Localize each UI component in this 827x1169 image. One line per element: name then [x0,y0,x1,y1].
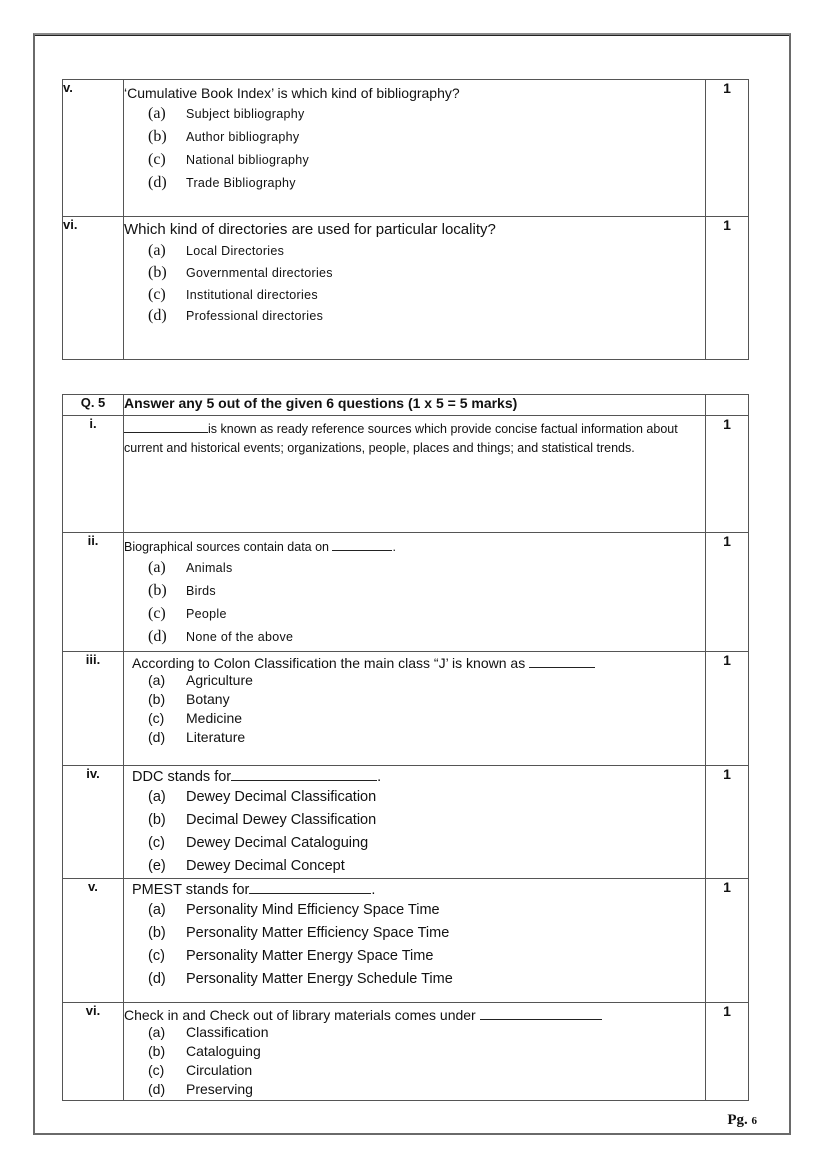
question-row [63,1003,749,1101]
option-list [124,239,705,328]
option-label: (d) [148,628,167,645]
option-label: (d) [148,729,166,745]
option [148,628,705,651]
option [148,242,705,264]
option-list [124,786,705,878]
option-text: Personality Matter Energy Schedule Time [186,971,453,987]
question-row [63,80,749,217]
option-label: (a) [148,559,166,576]
option-text: Botany [186,691,230,707]
option [148,286,705,307]
question-text [124,533,705,557]
option-text: Agriculture [186,672,253,688]
answer-blank [529,655,595,668]
option-text: People [186,607,227,621]
option [148,151,705,174]
option-list [124,672,705,748]
question-table-q5 [62,394,749,1101]
option-label: (a) [148,789,166,805]
question-body [124,80,706,217]
question-row [63,533,749,652]
question-text-before: DDC stands for [132,769,232,785]
option-label: (c) [148,151,166,168]
option [148,858,705,878]
question-text-after: . [371,882,376,898]
question-row [63,217,749,360]
question-text [124,652,705,672]
question-number: iv. [63,766,124,879]
option-text: Personality Mind Efficiency Space Time [186,902,440,918]
option [148,174,705,197]
option [148,812,705,835]
option-text: Preserving [186,1081,253,1097]
question-text-content: is known as ready reference sources which provide concise factual information about current and historical events; organizations, people, places and things; and statistical trends. [124,422,678,455]
question-body [124,416,706,533]
answer-blank [124,420,208,433]
question-number: i. [63,416,124,533]
question-row [63,416,749,533]
question-body [124,766,706,879]
option-text: Cataloguing [186,1043,261,1059]
option-text: Subject bibliography [186,107,305,121]
question-text-before: Biographical sources contain data on [124,540,329,554]
option-label: (a) [148,1024,166,1040]
option-text: Circulation [186,1062,253,1078]
option-list [124,1024,705,1100]
option [148,1043,705,1062]
answer-blank [249,881,371,894]
question-marks: 1 [706,217,749,360]
section-header-row [63,395,749,416]
option-label: (d) [148,1081,166,1097]
option-text: Governmental directories [186,266,333,280]
option [148,925,705,948]
question-body [124,652,706,766]
question-marks: 1 [706,80,749,217]
question-text-before: PMEST stands for [132,882,250,898]
option-text: Decimal Dewey Classification [186,812,377,828]
option-label: (c) [148,1062,165,1078]
page-number-value: 6 [751,1115,757,1127]
option-label: (c) [148,286,166,303]
question-text-before: Check in and Check out of library materials comes under [124,1007,476,1023]
option-text: Personality Matter Efficiency Space Time [186,925,450,941]
option-label: (b) [148,264,167,281]
option-list [124,102,705,197]
option-label: (b) [148,128,167,145]
section-marks-header [706,395,749,416]
question-marks: 1 [706,766,749,879]
question-row [63,879,749,1003]
option-text: Professional directories [186,309,324,323]
question-row [63,766,749,879]
option-text: Author bibliography [186,130,300,144]
question-body [124,533,706,652]
question-text: ‘Cumulative Book Index’ is which kind of bibliography? [124,85,460,101]
option-text: Dewey Decimal Cataloguing [186,835,369,851]
question-text-after: . [377,769,382,785]
option-text: Institutional directories [186,288,318,302]
option-label: (e) [148,858,166,874]
option-label: (b) [148,1043,166,1059]
option [148,105,705,128]
option [148,835,705,858]
option-label: (b) [148,925,166,941]
question-number: ii. [63,533,124,652]
option-label: (a) [148,672,166,688]
option-text: Personality Matter Energy Space Time [186,948,434,964]
option-label: (d) [148,174,167,191]
question-body [124,1003,706,1101]
option-label: (d) [148,307,167,324]
question-number: iii. [63,652,124,766]
page-number [727,1112,757,1129]
option [148,948,705,971]
question-marks: 1 [706,1003,749,1101]
option-text: Dewey Decimal Concept [186,858,345,874]
question-body [124,879,706,1003]
question-text-before: According to Colon Classification the main class “J’ is known as [132,655,526,671]
option-label: (c) [148,948,165,964]
option [148,582,705,605]
question-row [63,652,749,766]
question-number: v. [63,879,124,1003]
option-list [124,899,705,994]
option-label: (a) [148,105,166,122]
option-text: Local Directories [186,244,285,258]
option [148,672,705,691]
option [148,605,705,628]
option-label: (b) [148,582,167,599]
option [148,789,705,812]
option-text: Dewey Decimal Classification [186,789,377,805]
option [148,691,705,710]
option [148,1024,705,1043]
option [148,729,705,748]
option-label: (b) [148,691,166,707]
question-marks: 1 [706,879,749,1003]
option-label: (c) [148,710,165,726]
question-text: Which kind of directories are used for particular locality? [124,221,496,238]
option-list [124,557,705,651]
question-number: vi. [63,1003,124,1101]
answer-blank [332,538,392,551]
answer-blank [231,768,377,781]
answer-blank [480,1007,602,1020]
question-marks: 1 [706,416,749,533]
question-marks: 1 [706,533,749,652]
option-text: Medicine [186,710,243,726]
option-text: Classification [186,1024,269,1040]
option-text: Animals [186,561,233,575]
question-text [124,879,705,899]
question-number: v. [63,80,124,217]
option-label: (c) [148,605,166,622]
page-prefix: Pg. [727,1112,748,1128]
question-table-previous [62,79,749,360]
question-text-after: . [392,540,396,554]
option-text: National bibliography [186,153,310,167]
question-text [124,1003,705,1024]
question-marks: 1 [706,652,749,766]
question-body [124,217,706,360]
option-label: (a) [148,902,166,918]
option [148,307,705,328]
section-number: Q. 5 [63,395,124,416]
option-text: Literature [186,729,246,745]
option-text: Trade Bibliography [186,176,296,190]
option [148,710,705,729]
option [148,264,705,286]
option [148,128,705,151]
question-number: vi. [63,217,124,360]
question-text [124,416,705,458]
option-label: (a) [148,242,166,259]
option-text: None of the above [186,630,294,644]
option [148,1062,705,1081]
option [148,902,705,925]
option [148,1081,705,1100]
option-text: Birds [186,584,216,598]
option-label: (c) [148,835,165,851]
section-title: Answer any 5 out of the given 6 questions (1 x 5 = 5 marks) [124,395,706,416]
option-label: (d) [148,971,166,987]
option [148,559,705,582]
option-label: (b) [148,812,166,828]
option [148,971,705,994]
question-text [124,766,705,786]
